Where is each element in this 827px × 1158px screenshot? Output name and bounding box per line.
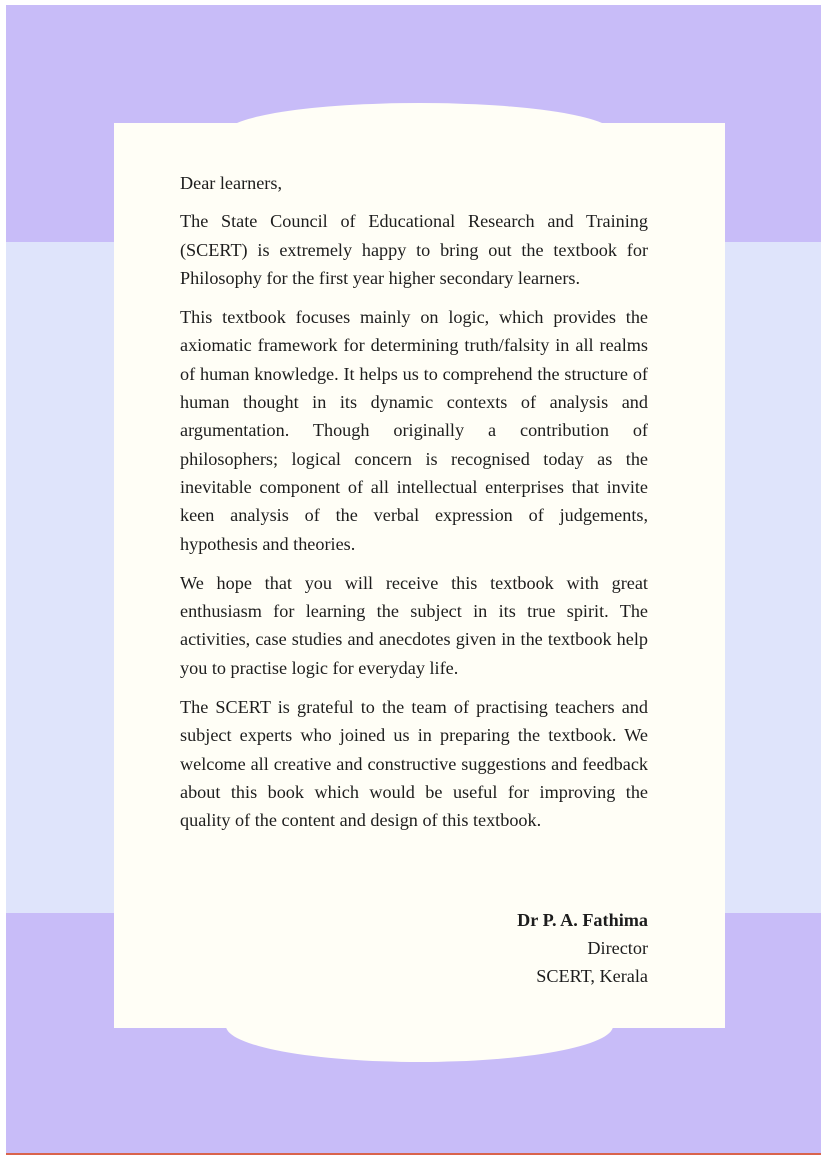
letter-card: [114, 123, 725, 1028]
letter-body: [180, 169, 648, 846]
signer-name: Dr P. A. Fathima: [517, 910, 648, 930]
page-frame: [6, 5, 821, 1155]
signer-title: Director: [587, 938, 648, 958]
paragraph-logic-focus: This textbook focuses mainly on logic, which provides the axiomatic framework for determining truth/falsity in all realms of human knowledge. It helps us to comprehend the structure of human thought in its dynamic contexts of analysis and argumentation. Though originally a contribution of philosophers; logical concern is recognised today as the inevitable component of all intellectual enterprises that invite keen analysis of the verbal expression of judgements, hypothesis and theories.: [180, 307, 648, 554]
signature-block: [517, 906, 648, 990]
card-top-arch: [226, 103, 613, 163]
paragraph-introduction: The State Council of Educational Research and Training (SCERT) is extremely happy to bring out the textbook for Philosophy for the first year higher secondary learners.: [180, 211, 648, 288]
card-bottom-arch: [226, 990, 613, 1062]
paragraph-hope: We hope that you will receive this textbook with great enthusiasm for learning the subject in its true spirit. The activities, case studies and anecdotes given in the textbook help you to practise logic for everyday life.: [180, 572, 648, 678]
salutation: Dear learners,: [180, 173, 282, 193]
bottom-rule: [6, 1153, 821, 1155]
signer-organization: SCERT, Kerala: [536, 966, 648, 986]
paragraph-gratitude: The SCERT is grateful to the team of practising teachers and subject experts who joined us in preparing the textbook. We welcome all creative and constructive suggestions and feedback about this book which would be useful for improving the quality of the content and design of this textbook.: [180, 697, 648, 831]
